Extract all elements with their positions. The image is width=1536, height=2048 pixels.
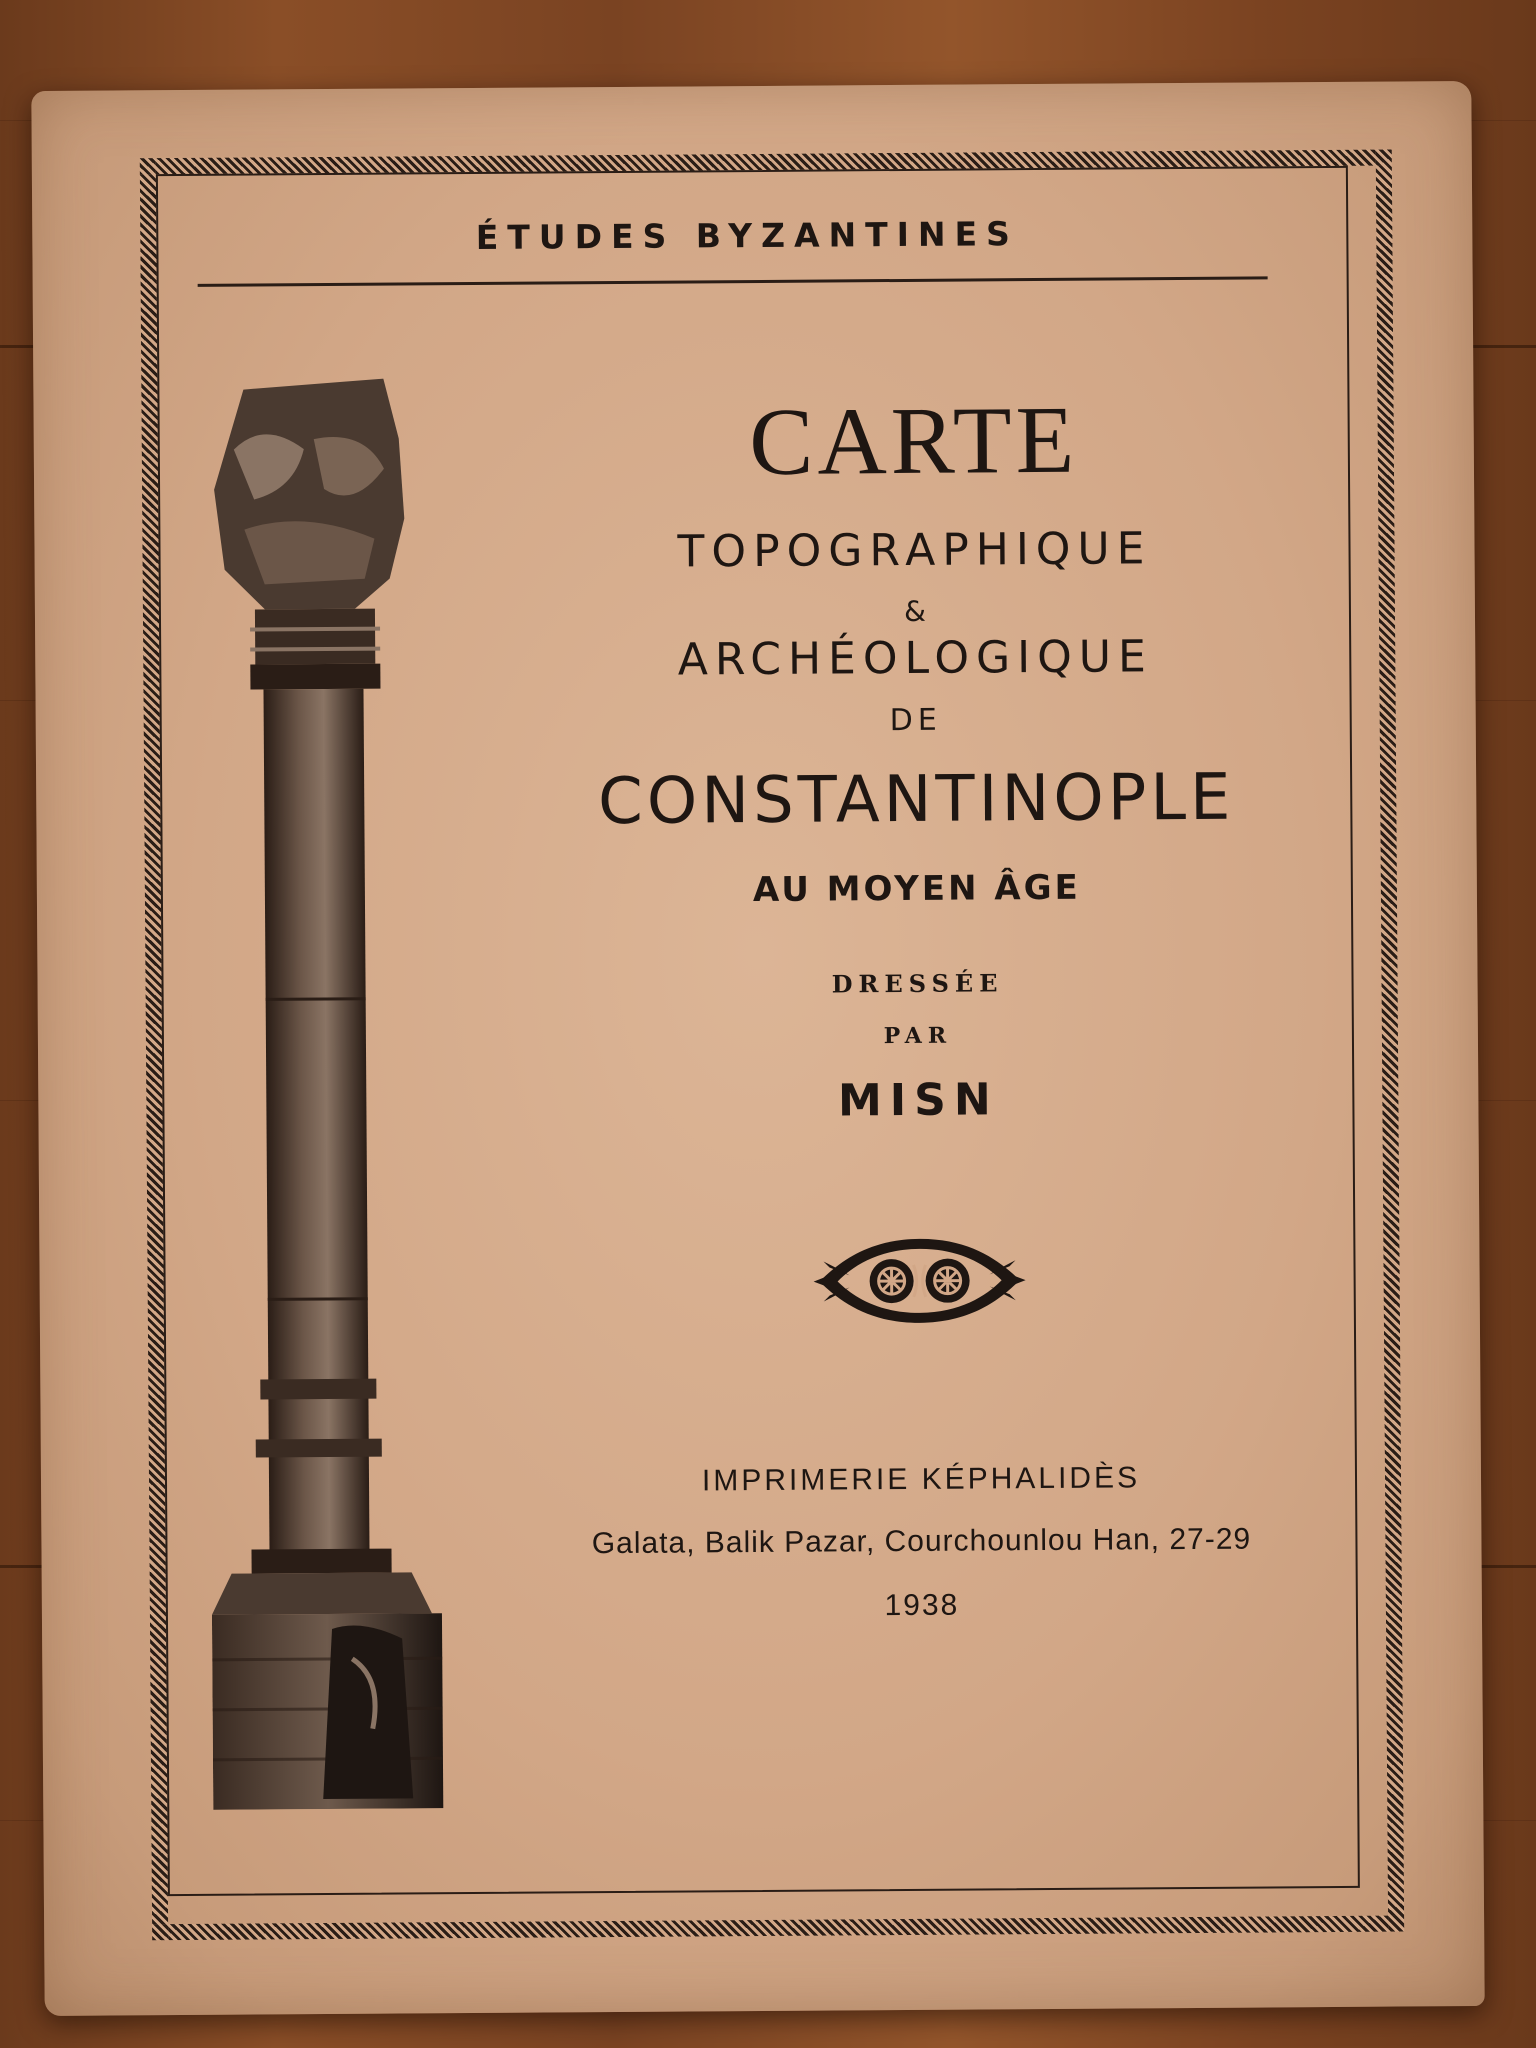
title-ampersand: & bbox=[903, 594, 926, 628]
byline-dressee: DRESSÉE bbox=[831, 968, 1004, 999]
title-city: CONSTANTINOPLE bbox=[597, 760, 1235, 840]
byzantine-column-icon bbox=[203, 378, 483, 1810]
publication-year: 1938 bbox=[884, 1588, 960, 1623]
title-period: AU MOYEN ÂGE bbox=[752, 867, 1081, 911]
series-title: ÉTUDES BYZANTINES bbox=[475, 214, 1020, 257]
author-name: MISN bbox=[837, 1074, 999, 1127]
publisher-address: Galata, Balik Pazar, Courchounlou Han, 27-29 bbox=[591, 1522, 1252, 1561]
byline-par: PAR bbox=[883, 1022, 953, 1050]
rosette-ornament-icon bbox=[809, 1230, 1030, 1332]
main-title: CARTE bbox=[748, 385, 1079, 496]
title-line-archeologique: ARCHÉOLOGIQUE bbox=[677, 631, 1153, 686]
publisher-name: IMPRIMERIE KÉPHALIDÈS bbox=[701, 1461, 1141, 1498]
book-cover bbox=[31, 81, 1484, 2016]
title-line-de: DE bbox=[889, 702, 942, 739]
title-line-topographique: TOPOGRAPHIQUE bbox=[677, 523, 1152, 578]
